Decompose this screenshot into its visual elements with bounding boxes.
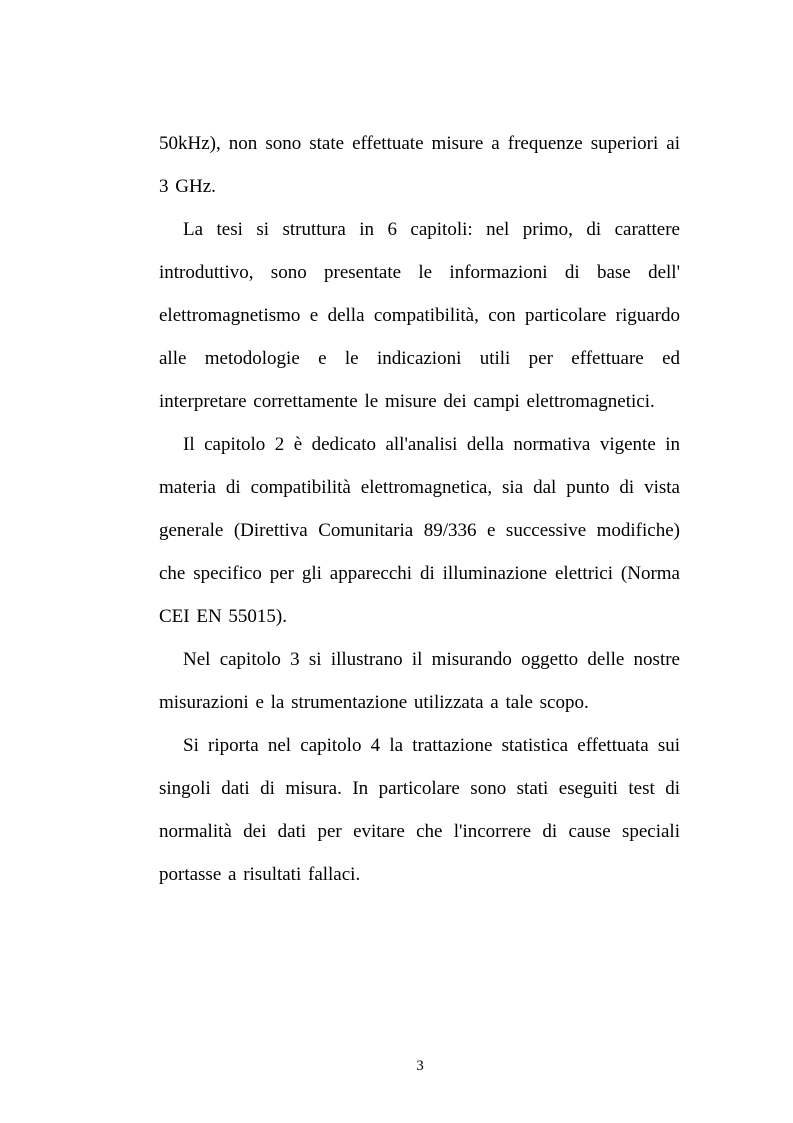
page-body: [159, 122, 680, 896]
paragraph-chapter-2: Il capitolo 2 è dedicato all'analisi della normativa vigente in materia di compatibilità elettromagnetica, sia dal punto di vista generale (Direttiva Comunitaria 89/336 e successive modifiche) che specifico per gli apparecchi di illuminazione elettrici (Norma CEI EN 55015).: [159, 434, 680, 627]
paragraph-chapter-4: Si riporta nel capitolo 4 la trattazione statistica effettuata sui singoli dati di misura. In particolare sono stati eseguiti test di normalità dei dati per evitare che l'incorrere di cause speciali portasse a risultati fallaci.: [159, 735, 680, 885]
paragraph-chapter-3: Nel capitolo 3 si illustrano il misurando oggetto delle nostre misurazioni e la strumentazione utilizzata a tale scopo.: [159, 649, 680, 713]
paragraph-continuation: 50kHz), non sono state effettuate misure a frequenze superiori ai 3 GHz.: [159, 133, 680, 197]
paragraph-thesis-structure: La tesi si struttura in 6 capitoli: nel primo, di carattere introduttivo, sono presentate le informazioni di base dell' elettromagnetismo e della compatibilità, con particolare riguardo alle metodologie e le indicazioni utili per effettuare ed interpretare correttamente le misure dei campi elettromagnetici.: [159, 219, 680, 412]
page-number: 3: [416, 1058, 424, 1074]
